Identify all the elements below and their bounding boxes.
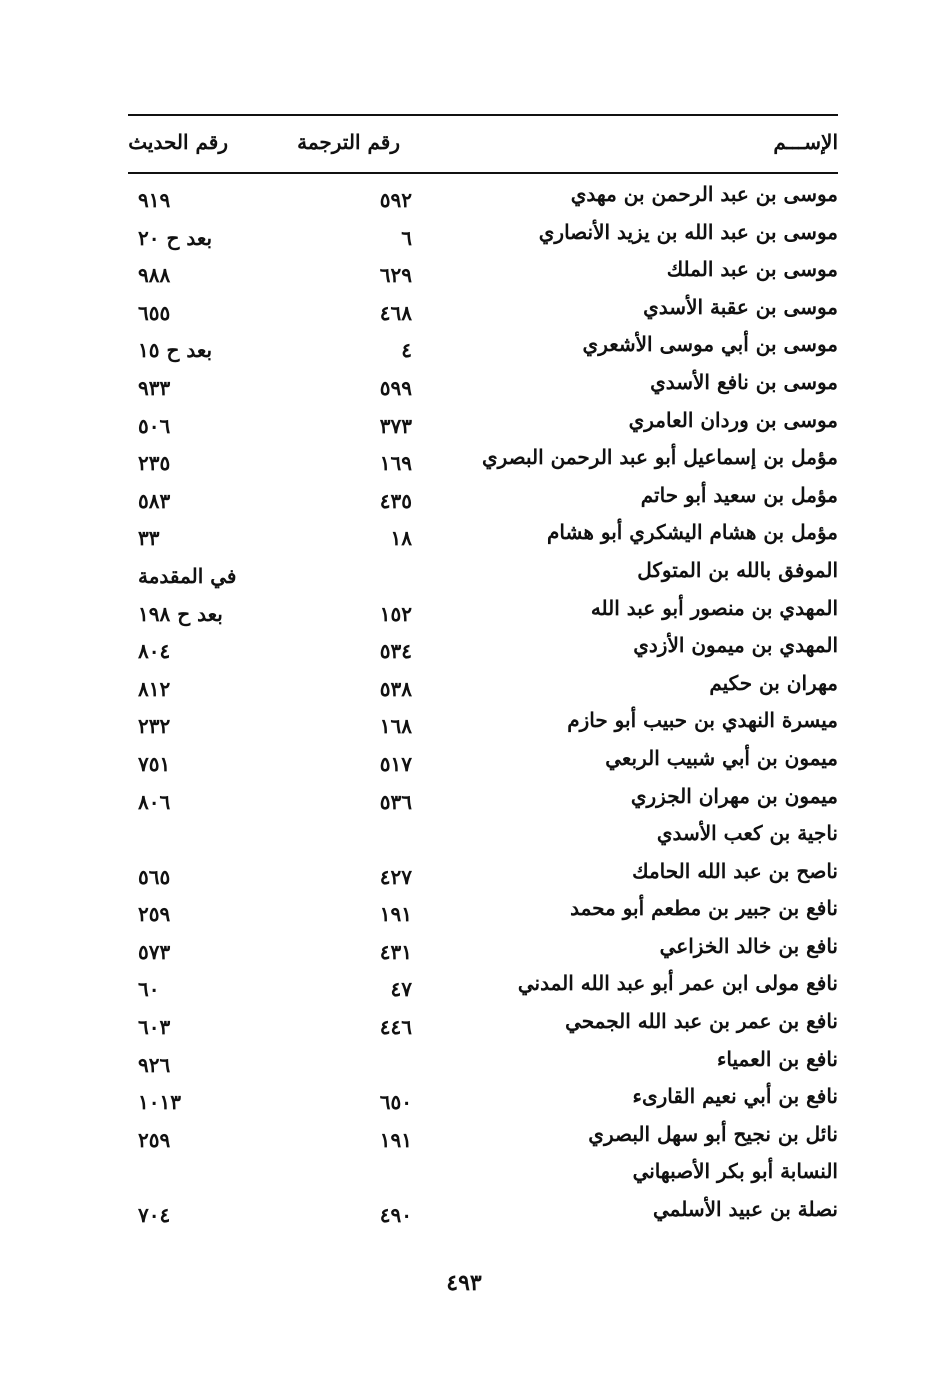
row-hadith-number: ٦٥٥ bbox=[138, 300, 171, 325]
table-row bbox=[128, 326, 838, 364]
table-row bbox=[128, 740, 838, 778]
row-hadith-number: ٢٥٩ bbox=[138, 1127, 171, 1152]
header-name: الإســـم bbox=[773, 130, 838, 154]
row-tarjama-number: ٦ bbox=[401, 225, 412, 250]
row-name: نافع مولى ابن عمر أبو عبد الله المدني bbox=[517, 971, 838, 996]
table-row bbox=[128, 815, 838, 853]
row-name: المهدي بن ميمون الأزدي bbox=[633, 633, 838, 658]
row-name: مؤمل بن هشام اليشكري أبو هشام bbox=[547, 520, 838, 545]
row-name: ميسرة النهدي بن حبيب أبو حازم bbox=[567, 708, 838, 733]
row-name: ميمون بن مهران الجزري bbox=[630, 783, 838, 808]
table-row bbox=[128, 552, 838, 590]
row-tarjama-number: ٦٢٩ bbox=[379, 263, 412, 288]
row-tarjama-number: ٣٧٣ bbox=[379, 413, 412, 438]
row-tarjama-number: ٥٩٢ bbox=[379, 188, 412, 212]
row-hadith-number: ٥٦٥ bbox=[138, 864, 171, 889]
row-tarjama-number: ٥٩٩ bbox=[379, 375, 412, 400]
row-name: نافع بن جبير بن مطعم أبو محمد bbox=[570, 896, 838, 921]
row-hadith-number: بعد ح ١٥ bbox=[138, 338, 213, 363]
table-row bbox=[128, 251, 838, 289]
row-hadith-number: بعد ح ١٩٨ bbox=[138, 601, 223, 626]
row-tarjama-number: ٤٣١ bbox=[379, 939, 412, 964]
table-row bbox=[128, 965, 838, 1003]
table-row bbox=[128, 214, 838, 252]
table-row bbox=[128, 514, 838, 552]
row-name: ناجية بن كعب الأسدي bbox=[656, 821, 838, 846]
row-name: موسى بن عبد الرحمن بن مهدي bbox=[570, 182, 838, 206]
table-row bbox=[128, 477, 838, 515]
row-hadith-number: ٥٠٦ bbox=[138, 413, 171, 438]
table-row bbox=[128, 1116, 838, 1154]
row-hadith-number: بعد ح ٢٠ bbox=[138, 225, 213, 250]
row-tarjama-number: ٤٦٨ bbox=[379, 300, 412, 325]
row-name: موسى بن عقبة الأسدي bbox=[643, 294, 838, 319]
row-tarjama-number: ٥٣٦ bbox=[379, 789, 412, 814]
row-tarjama-number: ٤٩٠ bbox=[379, 1203, 412, 1228]
row-hadith-number: ٢٣٢ bbox=[138, 714, 171, 739]
row-hadith-number: ٥٨٣ bbox=[138, 488, 171, 513]
row-tarjama-number: ٥٣٤ bbox=[379, 639, 412, 664]
table-row bbox=[128, 665, 838, 703]
table-row bbox=[128, 1078, 838, 1116]
row-hadith-number: ٢٣٥ bbox=[138, 451, 171, 476]
row-name: نافع بن العمياء bbox=[717, 1046, 838, 1071]
table-row bbox=[128, 853, 838, 891]
table-row bbox=[128, 1191, 838, 1229]
row-name: نافع بن أبي نعيم القارىء bbox=[632, 1084, 838, 1109]
row-name: النسابة أبو بكر الأصبهاني bbox=[632, 1159, 838, 1184]
row-hadith-number: ٩٢٦ bbox=[138, 1052, 171, 1077]
table-row bbox=[128, 402, 838, 440]
row-name: مؤمل بن سعيد أبو حاتم bbox=[640, 482, 838, 507]
row-name: ناصح بن عبد الله الحامك bbox=[632, 858, 838, 883]
row-hadith-number: ٩٣٣ bbox=[138, 375, 171, 400]
row-hadith-number: ٣٣ bbox=[138, 526, 160, 551]
row-hadith-number: ٥٧٣ bbox=[138, 939, 171, 964]
row-tarjama-number: ٥٣٨ bbox=[379, 676, 412, 701]
header-rule bbox=[128, 172, 838, 174]
row-hadith-number: ٩٨٨ bbox=[138, 263, 171, 288]
table-row bbox=[128, 1153, 838, 1191]
row-hadith-number: ٧٥١ bbox=[138, 751, 171, 776]
table-row bbox=[128, 778, 838, 816]
row-hadith-number: ١٠١٣ bbox=[138, 1090, 181, 1115]
row-tarjama-number: ١٦٨ bbox=[379, 714, 412, 739]
row-hadith-number: ٢٥٩ bbox=[138, 902, 171, 927]
row-name: نصلة بن عبيد الأسلمي bbox=[652, 1197, 838, 1222]
row-name: موسى بن وردان العامري bbox=[628, 407, 838, 432]
row-hadith-number: ٩١٩ bbox=[138, 188, 171, 212]
page-number: ٤٩٣ bbox=[446, 1270, 482, 1296]
row-hadith-number: ٨٠٦ bbox=[138, 789, 171, 814]
row-name: موسى بن عبد الله بن يزيد الأنصاري bbox=[538, 219, 838, 244]
row-tarjama-number: ١٩١ bbox=[379, 1127, 412, 1152]
row-tarjama-number: ٤٢٧ bbox=[379, 864, 412, 889]
table-row bbox=[128, 1003, 838, 1041]
row-hadith-number: ٧٠٤ bbox=[138, 1203, 171, 1228]
row-name: مؤمل بن إسماعيل أبو عبد الرحمن البصري bbox=[481, 445, 838, 470]
table-row bbox=[128, 928, 838, 966]
row-tarjama-number: ٦٥٠ bbox=[379, 1090, 412, 1115]
header-tarjama-number: رقم الترجمة bbox=[297, 130, 400, 154]
table-row bbox=[128, 364, 838, 402]
row-tarjama-number: ٤٣٥ bbox=[379, 488, 412, 513]
row-name: موسى بن عبد الملك bbox=[666, 257, 838, 282]
row-hadith-number: ٦٠٣ bbox=[138, 1015, 171, 1040]
header-hadith-number: رقم الحديث bbox=[128, 130, 228, 154]
row-tarjama-number: ١٦٩ bbox=[379, 451, 412, 476]
table-body bbox=[128, 176, 838, 1229]
table-row bbox=[128, 439, 838, 477]
row-hadith-number: ٦٠ bbox=[138, 977, 160, 1002]
table-row bbox=[128, 1041, 838, 1079]
row-tarjama-number: ١٩١ bbox=[379, 902, 412, 927]
row-name: ميمون بن أبي شبيب الربعي bbox=[605, 745, 838, 770]
row-tarjama-number: ١٨ bbox=[390, 526, 412, 551]
table-row bbox=[128, 590, 838, 628]
row-name: نافع بن عمر بن عبد الله الجمحي bbox=[565, 1009, 838, 1034]
row-hadith-number: في المقدمة bbox=[138, 563, 237, 588]
table-row bbox=[128, 627, 838, 665]
row-tarjama-number: ٤ bbox=[401, 338, 412, 363]
row-hadith-number: ٨٠٤ bbox=[138, 639, 171, 664]
row-name: مهران بن حكيم bbox=[709, 670, 838, 695]
table-row bbox=[128, 176, 838, 214]
table-row bbox=[128, 890, 838, 928]
row-name: نائل بن نجيح أبو سهل البصري bbox=[588, 1121, 838, 1146]
table-header bbox=[128, 124, 838, 164]
row-tarjama-number: ٤٧ bbox=[390, 977, 412, 1002]
row-name: الموفق بالله بن المتوكل bbox=[637, 557, 838, 582]
row-name: نافع بن خالد الخزاعي bbox=[659, 933, 838, 958]
table-row bbox=[128, 289, 838, 327]
table-row bbox=[128, 702, 838, 740]
row-hadith-number: ٨١٢ bbox=[138, 676, 171, 701]
row-name: المهدي بن منصور أبو عبد الله bbox=[590, 595, 838, 620]
row-name: موسى بن نافع الأسدي bbox=[650, 369, 838, 394]
row-tarjama-number: ٥١٧ bbox=[379, 751, 412, 776]
row-tarjama-number: ١٥٢ bbox=[379, 601, 412, 626]
row-name: موسى بن أبي موسى الأشعري bbox=[582, 332, 838, 357]
row-tarjama-number: ٤٤٦ bbox=[379, 1015, 412, 1040]
top-rule bbox=[128, 114, 838, 116]
